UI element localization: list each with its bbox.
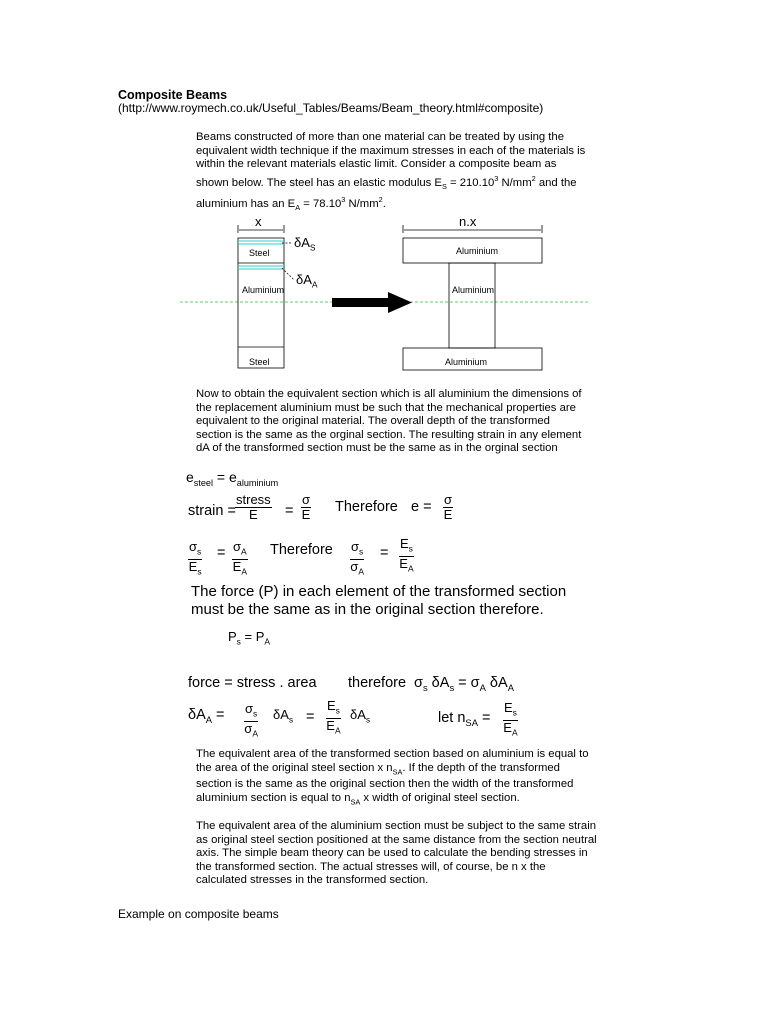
- right-width-label: n.x: [459, 214, 477, 229]
- delta-as-term: $\delta A_s$: [273, 707, 294, 725]
- equals-sign: =: [217, 545, 226, 561]
- equals-sign: =: [306, 709, 315, 725]
- equivalent-area-paragraph: [196, 748, 588, 809]
- transform-arrow-shaft: [332, 298, 390, 307]
- aluminium-left-label: Aluminium: [242, 285, 285, 295]
- page-title: Composite Beams: [118, 88, 228, 102]
- steel-bottom-label: Steel: [249, 357, 270, 367]
- paragraph-line: the replacement aluminium must be such that the mechanical properties are: [196, 401, 576, 414]
- nsa-modulus-ratio-fraction: $\frac{E_s}{E_A}$: [503, 700, 518, 738]
- sigma-a-over-ea-fraction: $\frac{\sigma_A}{E_A}$: [232, 539, 247, 577]
- delta-aa-equation-label: $\delta A_A$ =: [188, 707, 225, 725]
- source-link[interactable]: (http://www.roymech.co.uk/Useful_Tables/Beams/Beam_theory.html#composite): [118, 101, 544, 115]
- paragraph-line: section is the same as the original section then the width of the transformed: [196, 778, 574, 791]
- sigma-s-over-es-fraction: $\frac{\sigma_s}{E_s}$: [188, 539, 202, 577]
- paragraph-line: aluminium section is equal to $n_{SA}$ x width of original steel section.: [196, 791, 520, 806]
- transform-paragraph: [196, 388, 582, 456]
- paragraph-line: the area of the original steel section x $n_{SA}$. If the depth of the transformed: [196, 761, 560, 776]
- force-equality-equation: $P_s = P_A$: [228, 629, 271, 647]
- paragraph-line: section is the same as the orginal section. The resulting strain in any element: [196, 428, 582, 441]
- therefore-label-3: therefore: [348, 675, 407, 691]
- delta-aa-label: $\delta A_A$: [296, 272, 318, 290]
- transform-arrow-head: [388, 292, 412, 313]
- therefore-label-2: Therefore: [270, 542, 333, 558]
- strain-label: strain =: [188, 503, 236, 519]
- therefore-label: Therefore: [335, 499, 398, 515]
- paragraph-line: Now to obtain the equivalent section which is all aluminium the dimensions of: [196, 388, 582, 400]
- daa-sigma-ratio-fraction: $\frac{\sigma_s}{\sigma_A}$: [244, 701, 258, 739]
- paragraph-line: axis. The simple beam theory can be used to calculate the bending stresses in: [196, 847, 588, 859]
- paragraph-line: calculated stresses in the transformed section.: [196, 874, 429, 886]
- modulus-ratio-fraction: $\frac{E_s}{E_A}$: [399, 536, 414, 574]
- intro-line: aluminium has an $E_A = 78.10^3$ $N/mm^2$.: [196, 195, 386, 213]
- bending-stress-paragraph: [196, 820, 597, 888]
- sigma-ratio-fraction: $\frac{\sigma_s}{\sigma_A}$: [350, 539, 364, 577]
- delta-as-label: $\delta A_S$: [294, 235, 316, 253]
- intro-line: Beams constructed of more than one material can be treated by using the: [196, 131, 564, 143]
- intro-line: equivalent width technique if the maximum stresses in each of the materials is: [196, 144, 586, 157]
- intro-line: within the relevant materials elastic limit. Consider a composite beam as: [196, 158, 557, 170]
- example-heading: Example on composite beams: [118, 907, 279, 921]
- paragraph-line: the transformed section. The actual stresses will, of course, be n x the: [196, 860, 546, 873]
- sigma-over-e-fraction: $\frac{\sigma}{E}$: [301, 492, 311, 522]
- delta-as-term-2: $\delta A_s$: [350, 707, 371, 725]
- stress-over-e-fraction: stress E: [236, 492, 271, 522]
- force-stress-area-label: force = stress . area: [188, 675, 317, 691]
- paragraph-line: dA of the transformed section must be the same as in the orginal section: [196, 442, 558, 454]
- right-web: [449, 263, 495, 348]
- equals-sign: =: [380, 545, 389, 561]
- composite-beam-figure: [0, 0, 768, 380]
- let-nsa-label: let $n_{SA}$ =: [438, 710, 491, 728]
- daa-modulus-ratio-fraction: $\frac{E_s}{E_A}$: [326, 698, 341, 736]
- paragraph-line: The equivalent area of the aluminium section must be subject to the same strain: [196, 820, 596, 832]
- steel-top-label: Steel: [249, 248, 270, 258]
- paragraph-line: The equivalent area of the transformed section based on aluminium is equal to: [196, 748, 589, 760]
- force-balance-equation: $\sigma_s$ $\delta A_s = \sigma_A$ $\delta A_A$: [414, 675, 514, 693]
- force-statement: The force (P) in each element of the transformed section must be the same as in the original section therefore.: [191, 583, 567, 618]
- paragraph-line: as original steel section positioned at the same distance from the section neutral: [196, 833, 597, 846]
- right-top-label: Aluminium: [456, 246, 499, 256]
- left-width-label: x: [255, 214, 262, 229]
- right-mid-label: Aluminium: [452, 285, 495, 295]
- intro-line: shown below. The steel has an elastic modulus $E_S = 210.10^3$ $N/mm^2$ and the: [196, 173, 577, 191]
- right-bottom-label: Aluminium: [445, 357, 488, 367]
- e-equals-label: e =: [411, 499, 432, 515]
- e-sigma-over-e-fraction: $\frac{\sigma}{E}$: [443, 492, 453, 522]
- strain-equality-equation: $e_{steel} = e_{aluminium}$: [186, 469, 279, 488]
- equals-sign: =: [285, 503, 294, 519]
- paragraph-line: equivalent to the original material. The overall depth of the transformed: [196, 415, 550, 427]
